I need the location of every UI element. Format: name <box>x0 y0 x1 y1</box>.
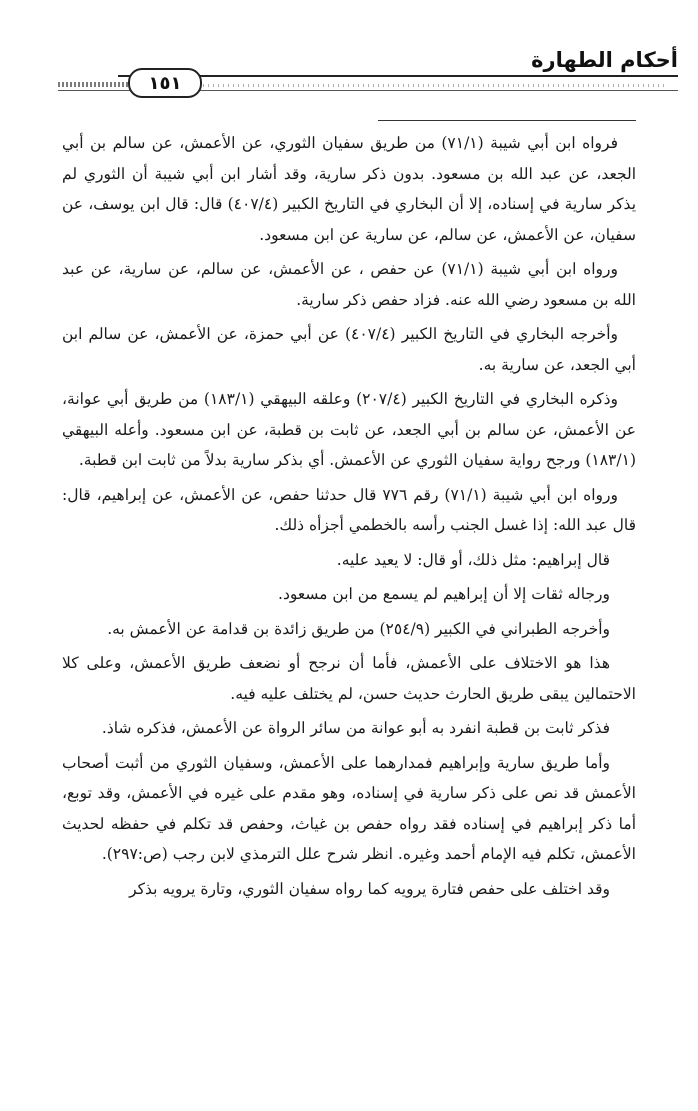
paragraph: وقد اختلف على حفص فتارة يرويه كما رواه سفيان الثوري، وتارة يرويه بذكر <box>129 879 610 898</box>
page-body <box>62 128 636 908</box>
header-ornament-line <box>198 84 668 87</box>
paragraph: قال إبراهيم: مثل ذلك، أو قال: لا يعيد عليه. <box>336 550 610 569</box>
paragraph: وذكره البخاري في التاريخ الكبير (٢٠٧/٤) وعلقه البيهقي (١٨٣/١) من طريق أبي عوانة، عن الأعمش، عن سالم بن أبي الجعد، عن ثابت بن قطبة، عن ابن مسعود. وأعله البيهقي (١٨٣/١) ورجح رواية سفيان الثوري عن الأعمش. أي بذكر سارية بدلاً من ثابت ابن قطبة. <box>62 390 636 469</box>
paragraph: ورواه ابن أبي شيبة (٧١/١) رقم ٧٧٦ قال حدثنا حفص، عن الأعمش، عن إبراهيم، قال: قال عبد الله: إذا غسل الجنب رأسه بالخطمي أجزأه ذلك. <box>62 485 636 534</box>
paragraph: وأخرجه الطبراني في الكبير (٢٥٤/٩) من طريق زائدة بن قدامة عن الأعمش به. <box>107 619 610 638</box>
header-rule-thick <box>118 75 678 77</box>
paragraph: وأخرجه البخاري في التاريخ الكبير (٤٠٧/٤) عن أبي حمزة، عن الأعمش، عن سالم ابن أبي الجعد، عن سارية به. <box>62 325 636 374</box>
paragraph: هذا هو الاختلاف على الأعمش، فأما أن نرجح أو نضعف طريق الأعمش، وعلى كلا الاحتمالين يبقى طريق الحارث حديث حسن، لم يختلف عليه فيه. <box>62 654 636 703</box>
page-number: ١٥١ <box>148 72 182 94</box>
paragraph: فذكر ثابت بن قطبة انفرد به أبو عوانة من سائر الرواة عن الأعمش، فذكره شاذ. <box>101 719 610 737</box>
book-title: أحكام الطهارة <box>531 48 678 72</box>
paragraph: وأما طريق سارية وإبراهيم فمدارهما على الأعمش، وسفيان الثوري من أثبت أصحاب الأعمش قد نص على ذكر سارية في إسناده، وهو مقدم على غيره في الأعمش، وقد توبع، أما ذكر إبراهيم في إسناده فقد رواه حفص بن غياث، وحفص قد تكلم في حفظه لحديث الأعمش، تكلم فيه الإمام أحمد وغيره. انظر شرح علل الترمذي لابن رجب (ص:٢٩٧). <box>62 753 636 863</box>
paragraph: ورجاله ثقات إلا أن إبراهيم لم يسمع من ابن مسعود. <box>278 585 610 603</box>
page-header <box>58 42 678 102</box>
paragraph: ورواه ابن أبي شيبة (٧١/١) عن حفص ، عن الأعمش، عن سالم، عن سارية، عن عبد الله بن مسعود رضي الله عنه. فزاد حفص ذكر سارية. <box>62 260 636 309</box>
header-ornament-left <box>58 82 138 87</box>
paragraph: فرواه ابن أبي شيبة (٧١/١) من طريق سفيان الثوري، عن الأعمش، عن سالم بن أبي الجعد، عن عبد الله بن مسعود. بدون ذكر سارية، وقد أشار ابن أبي شيبة أن الثوري لم يذكر سارية في إسناده، إلا أن البخاري في التاريخ الكبير (٤٠٧/٤) قال: قال ابن يوسف، عن سفيان، عن الأعمش، عن سالم، عن سارية عن ابن مسعود. <box>62 134 637 244</box>
page-number-badge <box>128 68 202 98</box>
footnote-separator <box>378 120 636 121</box>
